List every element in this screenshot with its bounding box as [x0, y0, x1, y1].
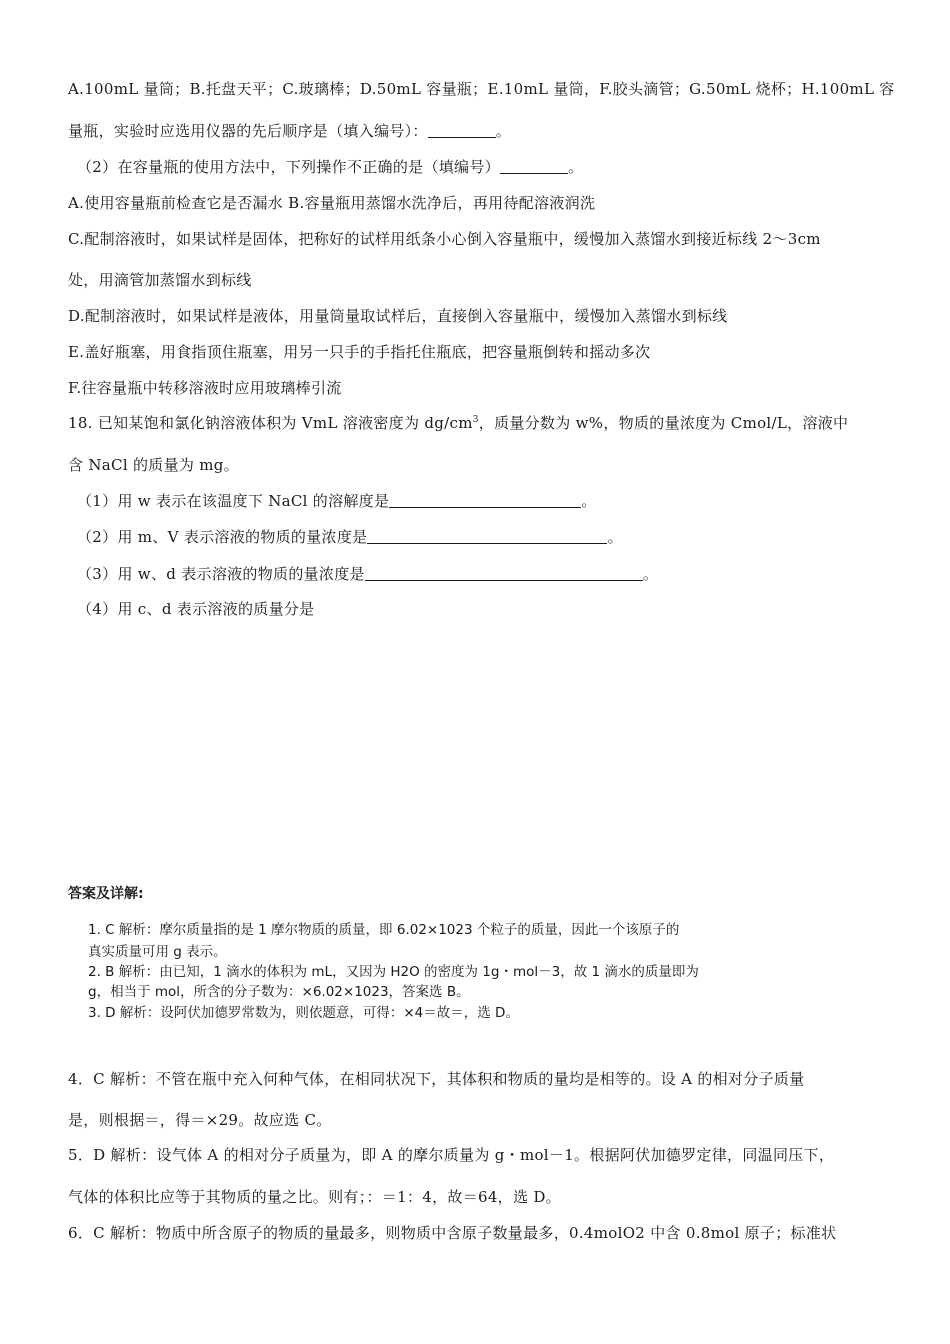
answer-5-line1: 5．D 解析：设气体 A 的相对分子质量为，即 A 的摩尔质量为 g・mol－1。根据阿伏加德罗定律，同温同压下， — [68, 1146, 835, 1164]
answer-3: 3. D 解析：设阿伏加德罗常数为，则依题意，可得：×4＝故＝，选 D。 — [88, 1005, 519, 1021]
q17-subquestion-2: （2）在容量瓶的使用方法中，下列操作不正确的是（填编号） 。 — [77, 158, 584, 176]
q17-instrument-options: A.100mL 量筒；B.托盘天平；C.玻璃棒；D.50mL 容量瓶；E.10mL 量筒，F.胶头滴管；G.50mL 烧杯；H.100mL 容 — [68, 80, 895, 98]
answer-2-line2: g，相当于 mol，所含的分子数为：×6.02×1023，答案选 B。 — [88, 984, 470, 1000]
q17-option-ab: A.使用容量瓶前检查它是否漏水 B.容量瓶用蒸馏水洗净后，再用待配溶液润洗 — [68, 194, 596, 212]
answer-1-line1: 1. C 解析：摩尔质量指的是 1 摩尔物质的质量，即 6.02×1023 个粒子的质量，因此一个该原子的 — [88, 922, 680, 938]
q18-part-4: （4）用 c、d 表示溶液的质量分是 — [77, 600, 315, 618]
answer-6: 6．C 解析：物质中所含原子的物质的量最多，则物质中含原子数量最多，0.4molO2 中含 0.8mol 原子；标准状 — [68, 1224, 837, 1242]
q17-option-f: F.往容量瓶中转移溶液时应用玻璃棒引流 — [68, 379, 342, 397]
q17-option-e: E.盖好瓶塞，用食指顶住瓶塞，用另一只手的手指托住瓶底，把容量瓶倒转和摇动多次 — [68, 343, 651, 361]
q18-part-1: （1）用 w 表示在该温度下 NaCl 的溶解度是 。 — [77, 492, 597, 510]
q18-part-2: （2）用 m、V 表示溶液的物质的量浓度是 。 — [77, 528, 623, 546]
answer-4-line2: 是，则根据＝，得＝×29。故应选 C。 — [68, 1111, 332, 1129]
answer-2-line1: 2. B 解析：由已知，1 滴水的体积为 mL，又因为 H2O 的密度为 1g・mol－3，故 1 滴水的质量即为 — [88, 964, 699, 980]
q17-option-c-line1: C.配制溶液时，如果试样是固体，把称好的试样用纸条小心倒入容量瓶中，缓慢加入蒸馏水到接近标线 2～3cm — [68, 230, 821, 248]
q17-option-d: D.配制溶液时，如果试样是液体，用量筒量取试样后，直接倒入容量瓶中，缓慢加入蒸馏水到标线 — [68, 307, 728, 325]
q17-option-c-line2: 处，用滴管加蒸馏水到标线 — [68, 271, 252, 289]
answer-blank[interactable] — [500, 159, 568, 174]
answer-5-line2: 气体的体积比应等于其物质的量之比。则有；：＝1：4，故＝64，选 D。 — [68, 1188, 561, 1206]
answer-blank[interactable] — [365, 566, 643, 581]
q18-part-3: （3）用 w、d 表示溶液的物质的量浓度是 。 — [77, 565, 659, 583]
answers-heading: 答案及详解: — [68, 886, 144, 902]
answer-blank[interactable] — [367, 529, 607, 544]
answer-1-line2: 真实质量可用 g 表示。 — [88, 944, 227, 960]
answer-blank[interactable] — [428, 123, 496, 138]
q17-order-question: 量瓶，实验时应选用仪器的先后顺序是（填入编号）： 。 — [68, 122, 512, 140]
q18-stem-line2: 含 NaCl 的质量为 mg。 — [68, 456, 239, 474]
q18-stem-line1: 18. 已知某饱和氯化钠溶液体积为 VmL 溶液密度为 $dg/cm^3$，质量分数为 w%，物质的量浓度为 Cmol/L，溶液中 — [68, 414, 849, 432]
answer-blank[interactable] — [389, 493, 581, 508]
answer-4-line1: 4．C 解析：不管在瓶中充入何种气体，在相同状况下，其体积和物质的量均是相等的。设 A 的相对分子质量 — [68, 1070, 805, 1088]
